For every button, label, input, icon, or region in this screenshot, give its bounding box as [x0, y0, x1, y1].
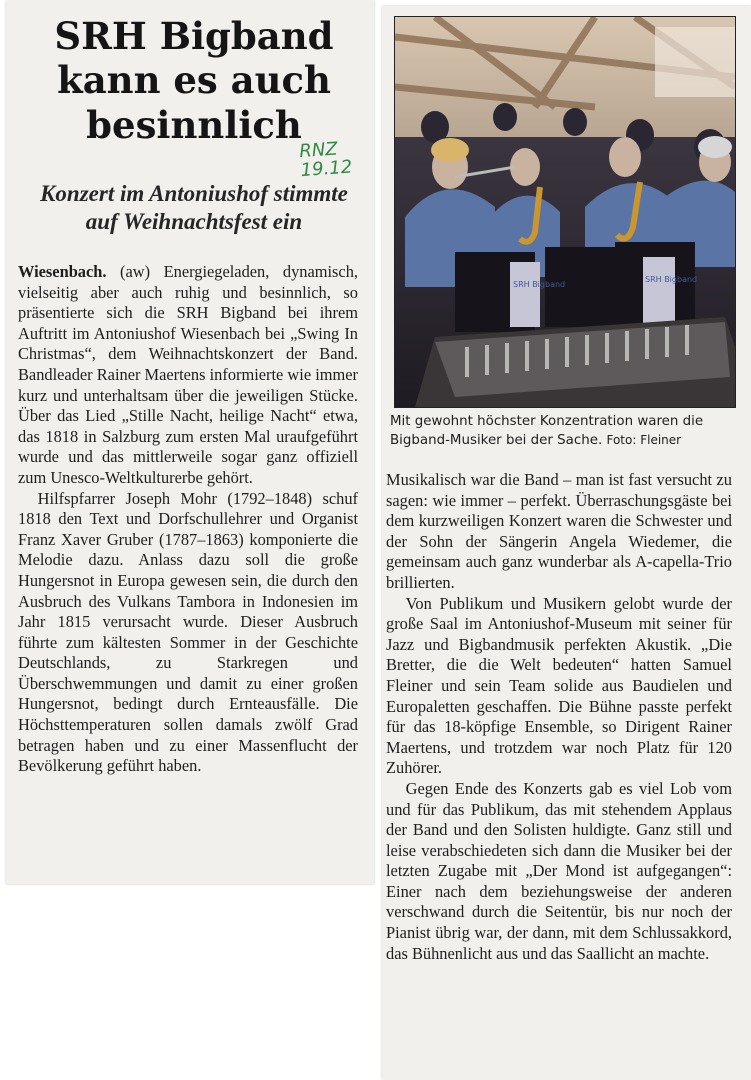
article-paragraph: Von Publikum und Musikern gelobt wurde der große Saal im Antoniushof-Museum mit seiner für Jazz und Bigbandmusik perfekten Akustik. „Die Bretter, die die Welt bedeuten“ hatten Samuel Fleiner und sein Team solide aus Baudielen und Europaletten geschaffen. Die Bühne passte perfekt für das 18-köpfige Ensemble, so Dirigent Rainer Maertens, und trotzdem war noch Platz für 120 Zuhörer.	[386, 593, 732, 778]
photo-caption	[390, 412, 735, 450]
caption-text: Mit gewohnt höchster Konzentration waren die Bigband-Musiker bei der Sache.	[390, 414, 704, 448]
article-paragraph: Musikalisch war die Band – man ist fast versucht zu sagen: wie immer – perfekt. Überraschungsgäste bei dem kurzweiligen Konzert waren die Schwester und der Sohn der Sängerin Angela Wiedemer, die gemeinsam auch ganz wunderbar als A-capella-Trio brillierten.	[386, 470, 732, 592]
paragraph-text: (aw) Energiegeladen, dynamisch, vielseitig aber auch ruhig und besinnlich, so präsentierte sich die SRH Bigband bei ihrem Auftritt im Antoniushof Wiesenbach bei „Swing In Christmas“, dem Weihnachtskonzert der Band. Bandleader Rainer Maertens informierte wie immer kurz und unterhaltsam über die jeweiligen Stücke. Über das Lied „Stille Nacht, heilige Nacht“ etwa, das 1818 in Salzburg zum ersten Mal uraufgeführt wurde und das mittlerweile sogar ganz offiziell zum Unesco-Weltkulturerbe gehört.	[18, 262, 358, 487]
article-paragraph	[18, 262, 358, 489]
article-paragraph: Hilfspfarrer Joseph Mohr (1792–1848) schuf 1818 den Text und Dorfschullehrer und Organist Franz Xaver Gruber (1787–1863) komponierte die Melodie dazu. Anlass dazu soll die große Hungersnot in Europa gewesen sein, die durch den Ausbruch des Vulkans Tambora in Indonesien im Jahr 1815 verursacht wurde. Dieser Ausbruch führte zum kältesten Sommer in der Geschichte Deutschlands, zu Starkregen und Überschwemmungen und damit zu einer großen Hungersnot, bedingt durch Ernteausfälle. Die Höchsttemperaturen sollen damals zwölf Grad betragen haben und zu einer Massenflucht der Bevölkerung geführt haben.	[18, 488, 358, 776]
dateline: Wiesenbach.	[18, 262, 107, 281]
photo-credit: Foto: Fleiner	[606, 433, 682, 447]
band-photo-illustration	[395, 17, 735, 407]
article-paragraph: Gegen Ende des Konzerts gab es viel Lob vom und für das Publikum, das mit stehendem Applaus der Band und den Solisten huldigte. Ganz still und leise verabschiedeten sich dann die Musiker bei der letzten Zugabe mit „Der Mond ist aufgegangen“: Einer nach dem beziehungsweise der anderen verschwand durch die Seitentür, bis nur noch der Pianist übrig war, der dann, mit dem Schlussakkord, das Bühnenlicht aus und das Saallicht an machte.	[386, 778, 732, 963]
headline: SRH Bigband kann es auch besinnlich	[54, 14, 334, 147]
handwritten-note: RNZ 19.12	[298, 138, 353, 181]
subheadline: Konzert im Antoniushof stimmte auf Weihnachtsfest ein	[40, 181, 348, 234]
stand-label-left: SRH Bigband	[513, 280, 566, 289]
band-photo	[394, 16, 736, 408]
article-right-column	[386, 470, 732, 964]
article-left-column	[18, 262, 358, 777]
stand-label-right: SRH Bigband	[645, 275, 698, 284]
